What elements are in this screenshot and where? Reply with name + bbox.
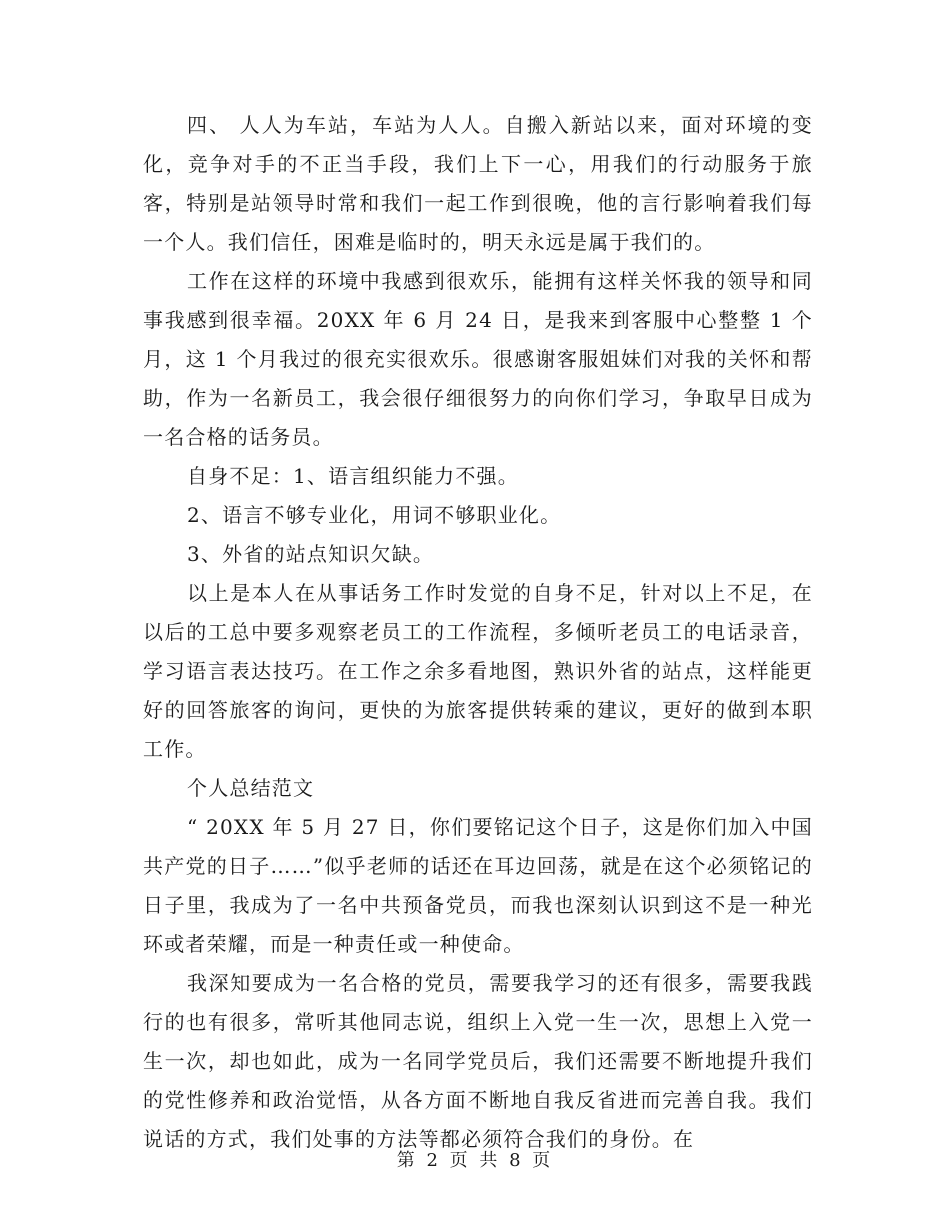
paragraph-shortcomings-3: 3、外省的站点知识欠缺。 xyxy=(187,542,435,566)
paragraph-improvement-plan: 以上是本人在从事话务工作时发觉的自身不足，针对以上不足，在以后的工总中要多观察老员工的工作流程，多倾听老员工的电话录音，学习语言表达技巧。在工作之余多看地图，熟识外省的站点，这样能更好的回答旅客的询问，更快的为旅客提供转乘的建议，更好的做到本职工作。 xyxy=(143,581,813,761)
document-body xyxy=(143,106,813,1159)
paragraph-party-member: 我深知要成为一名合格的党员，需要我学习的还有很多，需要我践行的也有很多，常听其他同志说，组织上入党一生一次，思想上入党一生一次，却也如此，成为一名同学党员后，我们还需要不断地提升我们的党性修养和政治觉悟，从各方面不断地自我反省进而完善自我。我们说话的方式，我们处事的方法等都必须符合我们的身份。在 xyxy=(143,971,813,1151)
paragraph-station-for-all: 四、 人人为车站，车站为人人。自搬入新站以来，面对环境的变化，竞争对手的不正当手段，我们上下一心，用我们的行动服务于旅客，特别是站领导时常和我们一起工作到很晚，他的言行影响着我们每一个人。我们信任，困难是临时的，明天永远是属于我们的。 xyxy=(143,113,813,254)
section-heading: 个人总结范文 xyxy=(187,776,315,800)
page-number-footer: 第 2 页 共 8 页 xyxy=(396,1150,554,1171)
paragraph-work-happiness: 工作在这样的环境中我感到很欢乐，能拥有这样关怀我的领导和同事我感到很幸福。20XX 年 6 月 24 日，是我来到客服中心整整 1 个月，这 1 个月我过的很充实很欢乐。很感谢客服姐妹们对我的关怀和帮助，作为一名新员工，我会很仔细很努力的向你们学习，争取早日成为一名合格的话务员。 xyxy=(143,269,813,449)
paragraph-shortcomings-1: 自身不足：1、语言组织能力不强。 xyxy=(187,464,519,488)
paragraph-shortcomings-2: 2、语言不够专业化，用词不够职业化。 xyxy=(187,503,562,527)
paragraph-party-day: “ 20XX 年 5 月 27 日，你们要铭记这个日子，这是你们加入中国共产党的日子……”似乎老师的话还在耳边回荡，就是在这个必须铭记的日子里，我成为了一名中共预备党员，而我也深刻认识到这不是一种光环或者荣耀，而是一种责任或一种使命。 xyxy=(143,815,813,956)
